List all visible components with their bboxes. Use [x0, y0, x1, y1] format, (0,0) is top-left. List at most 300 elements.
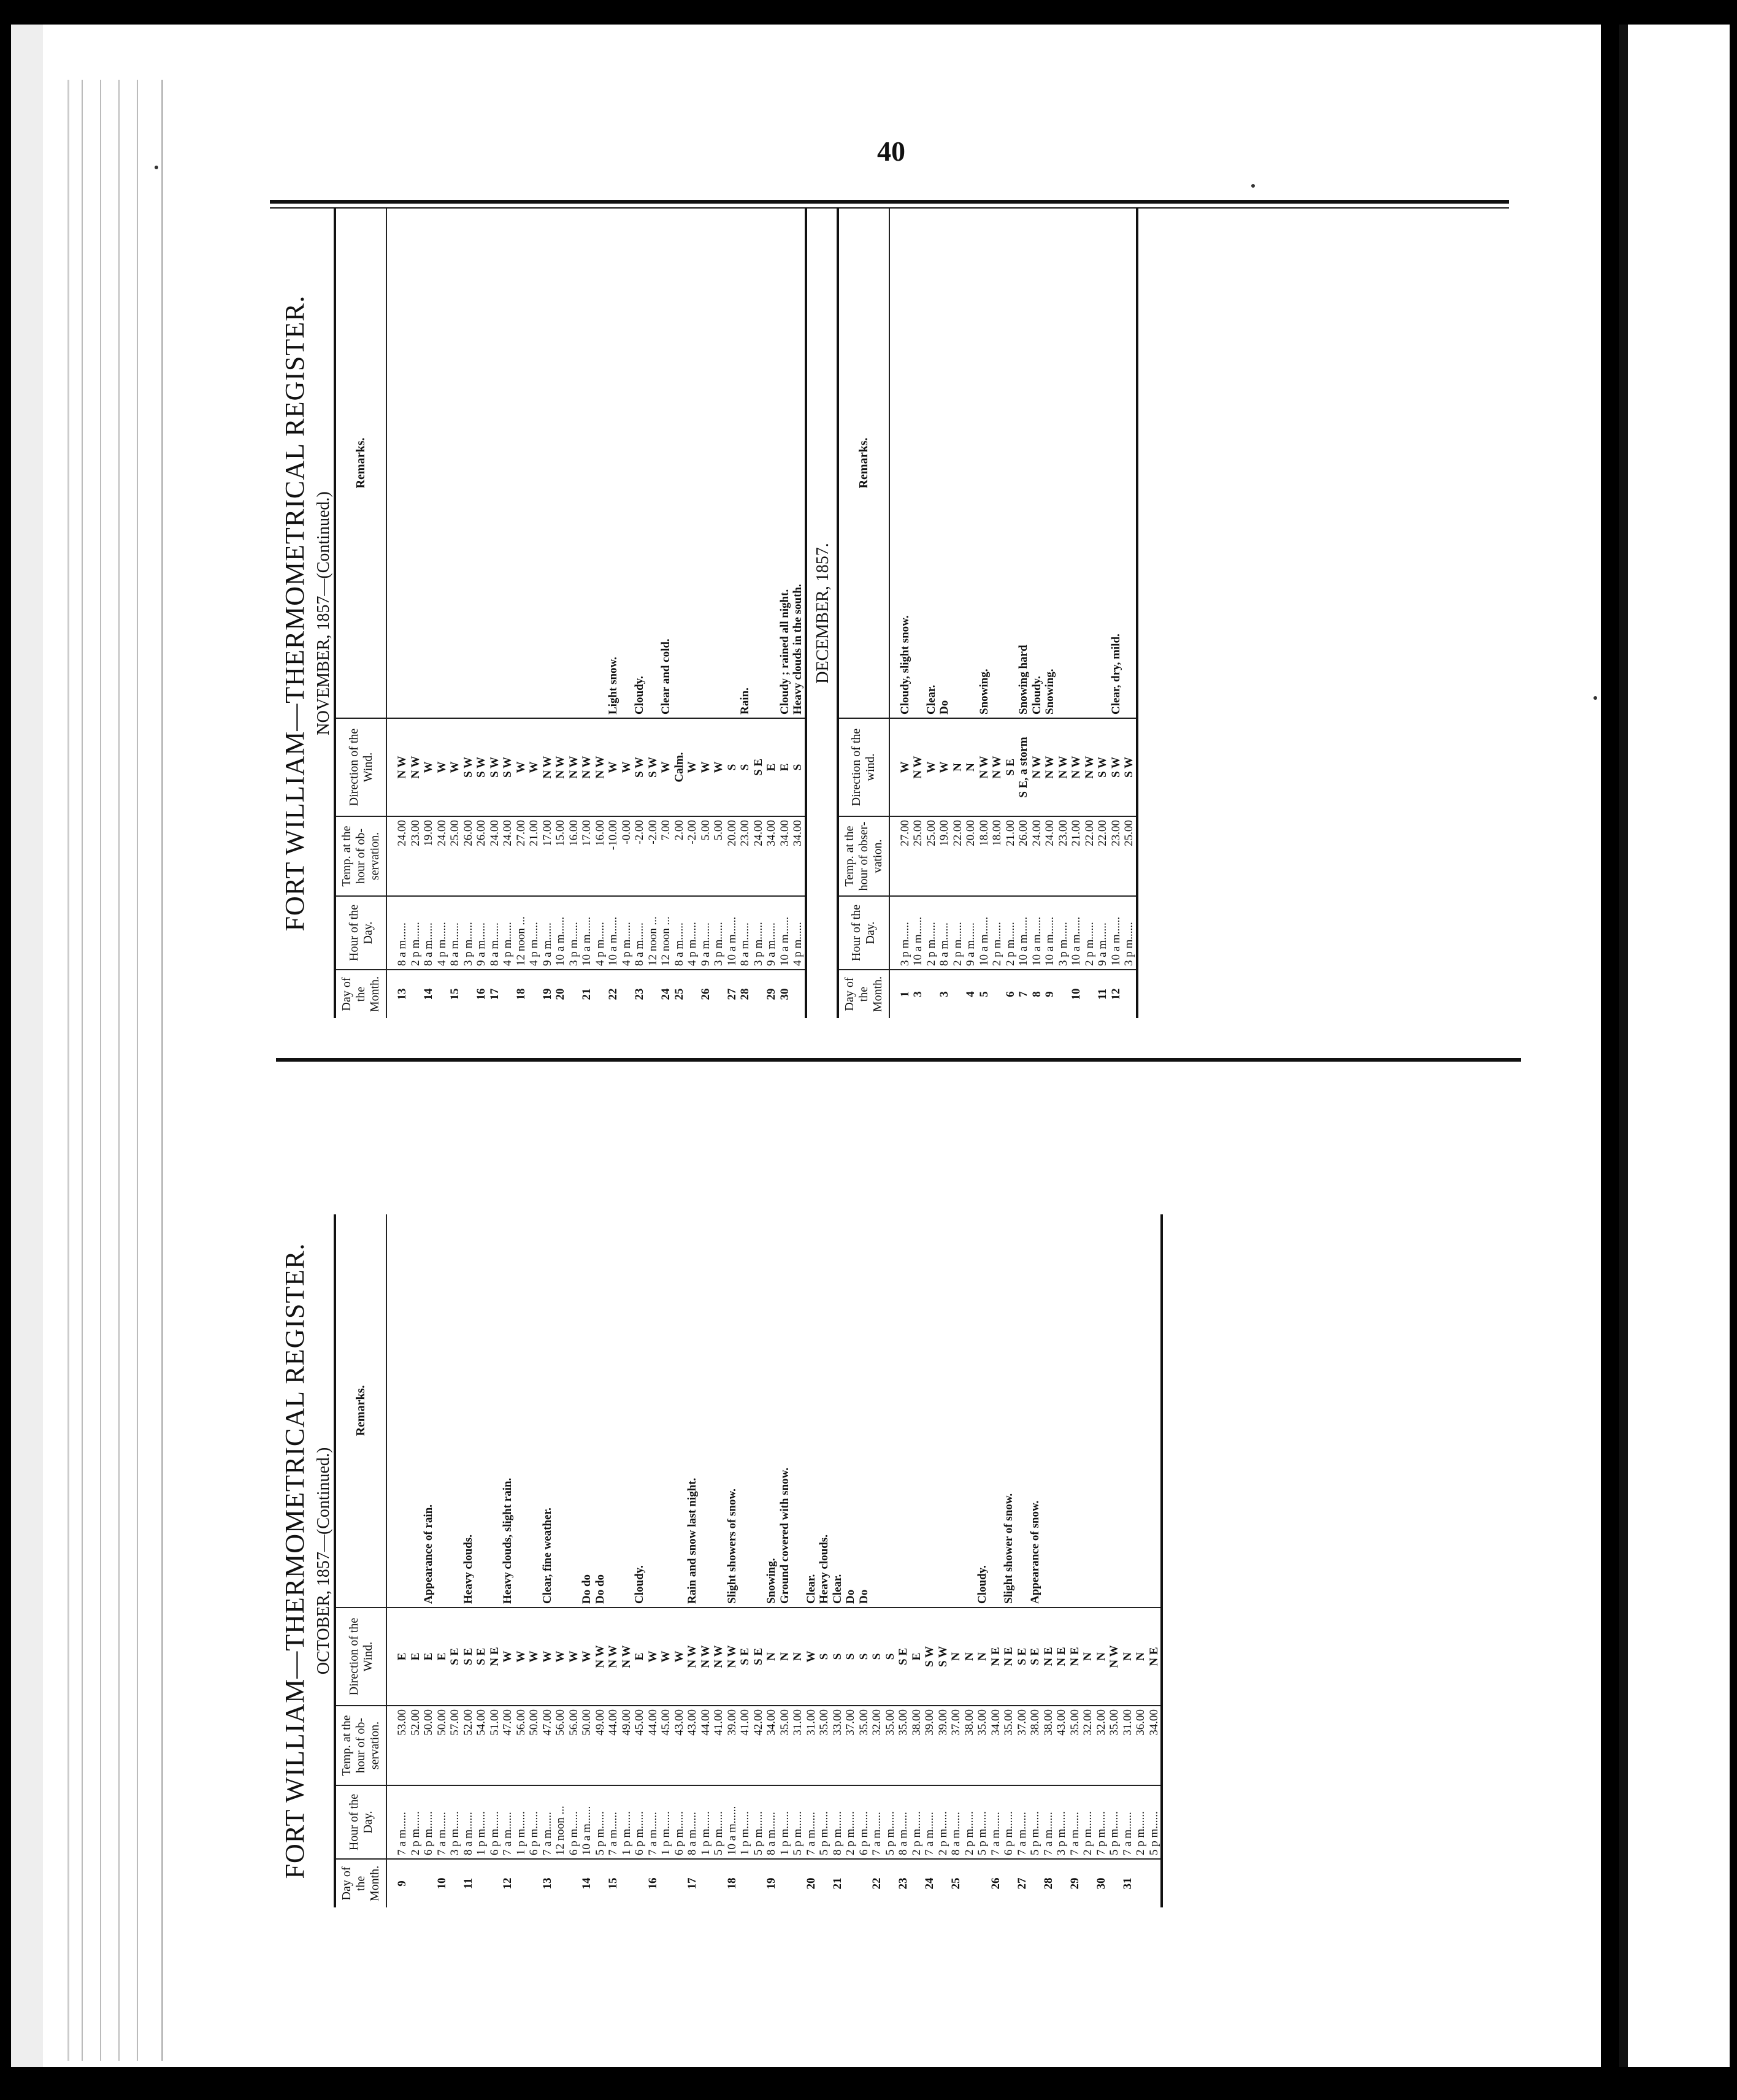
- november-cell-day: 17: [488, 988, 501, 1000]
- october-cell-dir: N E: [989, 1608, 1003, 1706]
- october-cell-day: [1002, 1859, 1016, 1907]
- november-cell-day: [791, 970, 806, 1018]
- october-cell-day: 9: [396, 1880, 408, 1887]
- october-cell-day: 30: [1094, 1877, 1108, 1890]
- october-cell-hour: 7 a m......: [501, 1785, 515, 1859]
- october-cell-day: 24: [923, 1877, 936, 1890]
- october-cell-day: 20: [804, 1877, 818, 1890]
- october-cell-dir: N: [765, 1608, 778, 1706]
- december-cell-day: 7: [1017, 991, 1030, 997]
- november-cell-temp: 17.00: [580, 816, 594, 896]
- october-cell-dir: S W: [923, 1608, 937, 1706]
- november-cell-dir: W: [686, 718, 699, 816]
- november-cell-dir: S W: [475, 718, 488, 816]
- table-row: [949, 1214, 963, 1907]
- december-header-3: Direction of the wind.: [838, 718, 889, 816]
- table-row: [527, 209, 541, 1018]
- november-cell-temp: 24.00: [435, 816, 449, 896]
- october-cell-remark: [897, 1214, 910, 1608]
- december-cell-dir: N W: [1057, 718, 1070, 816]
- october-cell-hour: 7 a m......: [870, 1785, 884, 1859]
- december-cell-temp: 22.00: [1083, 816, 1097, 896]
- october-cell-hour: 2 p m......: [910, 1785, 924, 1859]
- november-cell-temp: 24.00: [488, 816, 502, 896]
- november-cell-dir: S E: [752, 718, 765, 816]
- table-row: [964, 209, 978, 1018]
- december-cell-day: 1: [898, 991, 911, 997]
- october-cell-dir: W: [673, 1608, 686, 1706]
- november-cell-temp: 21.00: [527, 816, 541, 896]
- november-cell-hour: 9 a m......: [765, 896, 778, 970]
- october-cell-hour: 6 p m......: [488, 1785, 502, 1859]
- october-cell-temp: 35.00: [1108, 1706, 1121, 1785]
- october-header-4: Remarks.: [335, 1214, 386, 1608]
- table-row: [633, 209, 646, 1018]
- table-row: [938, 209, 951, 1018]
- october-cell-temp: 41.00: [738, 1706, 752, 1785]
- october-cell-temp: 37.00: [844, 1706, 857, 1785]
- october-header-1: Hour of the Day.: [335, 1785, 386, 1859]
- table-row: [951, 209, 965, 1018]
- november-cell-remark: [686, 209, 699, 718]
- october-cell-remark: [752, 1214, 765, 1608]
- december-cell-hour: 2 p m......: [1083, 896, 1097, 970]
- november-cell-day: 18: [514, 988, 527, 1000]
- november-cell-hour: 2 p m......: [409, 896, 423, 970]
- october-cell-dir: W: [501, 1608, 515, 1706]
- october-cell-temp: 38.00: [910, 1706, 924, 1785]
- december-cell-dir: N: [951, 718, 965, 816]
- table-row: [791, 209, 806, 1018]
- november-header-3: Direction of the Wind.: [335, 718, 386, 816]
- october-cell-day: [620, 1859, 634, 1907]
- october-cell-day: [554, 1859, 567, 1907]
- october-cell-temp: 43.00: [686, 1706, 699, 1785]
- november-cell-remark: [567, 209, 581, 718]
- november-cell-dir: W: [699, 718, 713, 816]
- october-cell-remark: [1148, 1214, 1162, 1608]
- october-cell-hour: 7 a m......: [923, 1785, 937, 1859]
- october-cell-dir: E: [435, 1608, 449, 1706]
- november-cell-temp: 16.00: [567, 816, 581, 896]
- november-cell-dir: W: [515, 718, 528, 816]
- december-cell-remark: Cloudy.: [1030, 209, 1044, 718]
- october-cell-dir: N W: [607, 1608, 620, 1706]
- november-cell-dir: W: [527, 718, 541, 816]
- october-table: [334, 1214, 1163, 1907]
- october-cell-temp: 33.00: [831, 1706, 845, 1785]
- october-cell-day: 26: [989, 1877, 1002, 1890]
- october-cell-hour: 7 a m......: [541, 1785, 554, 1859]
- table-row: [910, 1214, 924, 1907]
- november-cell-remark: [752, 209, 765, 718]
- november-cell-temp: 17.00: [541, 816, 554, 896]
- october-cell-hour: 8 p m......: [831, 1785, 845, 1859]
- november-cell-day: 29: [765, 988, 778, 1000]
- november-cell-dir: S W: [501, 718, 515, 816]
- november-cell-remark: [580, 209, 594, 718]
- october-cell-dir: N E: [1055, 1608, 1068, 1706]
- table-row: [633, 1214, 646, 1907]
- november-cell-remark: [541, 209, 554, 718]
- december-cell-day: 10: [1070, 988, 1083, 1000]
- october-cell-remark: [963, 1214, 976, 1608]
- table-row: [884, 1214, 897, 1907]
- october-cell-dir: N E: [1042, 1608, 1056, 1706]
- table-row: [462, 209, 475, 1018]
- october-cell-temp: 35.00: [1068, 1706, 1082, 1785]
- november-cell-dir: N W: [594, 718, 607, 816]
- table-row: [686, 1214, 699, 1907]
- november-cell-hour: 3 p m......: [462, 896, 475, 970]
- october-cell-hour: 2 p m......: [937, 1785, 950, 1859]
- december-cell-remark: Do: [938, 209, 951, 718]
- october-cell-remark: [554, 1214, 567, 1608]
- november-cell-day: 20: [554, 988, 567, 1000]
- table-row: [541, 209, 554, 1018]
- december-cell-temp: 23.00: [1057, 816, 1070, 896]
- december-cell-remark: [1096, 209, 1110, 718]
- november-cell-temp: 23.00: [738, 816, 752, 896]
- october-cell-remark: [527, 1214, 541, 1608]
- october-cell-temp: 43.00: [1055, 1706, 1068, 1785]
- november-cell-hour: 8 a m......: [386, 896, 409, 970]
- november-cell-temp: 23.00: [409, 816, 423, 896]
- november-cell-dir: W: [712, 718, 726, 816]
- december-cell-dir: N W: [1083, 718, 1097, 816]
- october-cell-day: [738, 1859, 752, 1907]
- october-cell-day: [422, 1859, 435, 1907]
- october-cell-temp: 31.00: [1121, 1706, 1135, 1785]
- october-cell-hour: 12 noon ...: [554, 1785, 567, 1859]
- december-cell-hour: 10 a m......: [1110, 896, 1123, 970]
- october-cell-remark: Appearance of rain.: [422, 1214, 435, 1608]
- table-row: [1055, 1214, 1068, 1907]
- table-row: [620, 209, 634, 1018]
- october-cell-dir: S: [884, 1608, 897, 1706]
- december-cell-temp: 24.00: [1043, 816, 1057, 896]
- october-cell-temp: 45.00: [633, 1706, 646, 1785]
- october-cell-hour: 8 a m......: [462, 1785, 475, 1859]
- october-cell-temp: 53.00: [386, 1706, 409, 1785]
- december-cell-day: 3: [938, 991, 951, 997]
- october-cell-hour: 6 p m......: [527, 1785, 541, 1859]
- table-row: [805, 1214, 818, 1907]
- table-row: [515, 1214, 528, 1907]
- october-cell-day: [1081, 1859, 1095, 1907]
- october-cell-day: [910, 1859, 924, 1907]
- october-cell-temp: 37.00: [1016, 1706, 1029, 1785]
- october-header-0: Day of the Month.: [335, 1859, 386, 1907]
- facing-page: [1619, 25, 1730, 2067]
- november-cell-remark: Cloudy ; rained all night.: [778, 209, 792, 718]
- november-cell-temp: 26.00: [462, 816, 475, 896]
- november-cell-day: [409, 970, 423, 1018]
- october-cell-day: 27: [1015, 1877, 1029, 1890]
- november-cell-day: 28: [738, 988, 751, 1000]
- october-cell-hour: 7 a m......: [1068, 1785, 1082, 1859]
- october-cell-temp: 32.00: [870, 1706, 884, 1785]
- october-cell-temp: 34.00: [765, 1706, 778, 1785]
- binding-gutter: [67, 80, 163, 2061]
- top-rule: [270, 200, 1509, 204]
- december-cell-remark: [951, 209, 965, 718]
- december-cell-temp: 18.00: [991, 816, 1004, 896]
- november-cell-day: [752, 970, 765, 1018]
- november-cell-dir: S W: [488, 718, 502, 816]
- table-row: [1096, 209, 1110, 1018]
- november-cell-dir: N W: [541, 718, 554, 816]
- october-cell-hour: 8 a m......: [765, 1785, 778, 1859]
- october-cell-dir: W: [554, 1608, 567, 1706]
- november-cell-dir: W: [435, 718, 449, 816]
- december-cell-day: 4: [964, 991, 977, 997]
- october-cell-dir: S E: [462, 1608, 475, 1706]
- december-subtitle: DECEMBER, 1857.: [813, 543, 832, 684]
- table-row: [580, 1214, 594, 1907]
- november-header-2: Temp. at the hour of ob-servation.: [335, 816, 386, 896]
- october-cell-remark: [712, 1214, 726, 1608]
- october-cell-dir: W: [527, 1608, 541, 1706]
- october-cell-remark: Do do: [580, 1214, 594, 1608]
- table-row: [686, 209, 699, 1018]
- october-cell-day: 22: [870, 1877, 883, 1890]
- november-cell-temp: 25.00: [448, 816, 462, 896]
- december-cell-remark: Cloudy, slight snow.: [889, 209, 912, 718]
- october-cell-dir: N E: [1068, 1608, 1082, 1706]
- october-cell-day: [963, 1859, 976, 1907]
- october-cell-remark: [910, 1214, 924, 1608]
- november-cell-dir: S W: [646, 718, 660, 816]
- october-cell-remark: [515, 1214, 528, 1608]
- december-cell-dir: W: [938, 718, 951, 816]
- october-cell-remark: Clear, fine weather.: [541, 1214, 554, 1608]
- december-cell-dir: N W: [1070, 718, 1083, 816]
- december-header-1: Hour of the Day.: [838, 896, 889, 970]
- november-cell-remark: [515, 209, 528, 718]
- december-cell-remark: Clear.: [925, 209, 938, 718]
- table-row: [991, 209, 1004, 1018]
- november-cell-dir: W: [607, 718, 620, 816]
- october-cell-day: [659, 1859, 673, 1907]
- october-cell-temp: 34.00: [1148, 1706, 1162, 1785]
- october-cell-dir: S: [818, 1608, 831, 1706]
- table-row: [659, 1214, 673, 1907]
- november-cell-day: [462, 970, 475, 1018]
- october-cell-hour: 5 p m......: [818, 1785, 831, 1859]
- december-cell-dir: N: [964, 718, 978, 816]
- october-cell-day: [633, 1859, 646, 1907]
- october-cell-temp: 42.00: [752, 1706, 765, 1785]
- october-cell-temp: 44.00: [646, 1706, 660, 1785]
- october-cell-hour: 7 a m......: [435, 1785, 449, 1859]
- november-cell-hour: 3 p m......: [752, 896, 765, 970]
- october-cell-hour: 5 p m......: [594, 1785, 607, 1859]
- december-cell-dir: S E: [1004, 718, 1018, 816]
- october-cell-remark: [937, 1214, 950, 1608]
- table-row: [1122, 209, 1137, 1018]
- table-row: [409, 1214, 423, 1907]
- october-cell-remark: [1055, 1214, 1068, 1608]
- november-cell-hour: 8 a m......: [488, 896, 502, 970]
- december-cell-day: 8: [1030, 991, 1043, 997]
- december-cell-day: [925, 970, 938, 1018]
- november-cell-hour: 10 a m......: [726, 896, 739, 970]
- october-cell-day: [791, 1859, 805, 1907]
- november-cell-hour: 8 a m......: [448, 896, 462, 970]
- november-cell-remark: [765, 209, 778, 718]
- december-cell-temp: 18.00: [978, 816, 991, 896]
- table-row: [580, 209, 594, 1018]
- november-cell-remark: [620, 209, 634, 718]
- october-cell-hour: 2 p m......: [409, 1785, 423, 1859]
- table-row: [594, 209, 607, 1018]
- november-cell-dir: S: [738, 718, 752, 816]
- october-cell-temp: 43.00: [673, 1706, 686, 1785]
- table-row: [870, 1214, 884, 1907]
- november-cell-hour: 4 p m......: [620, 896, 634, 970]
- october-cell-temp: 32.00: [1081, 1706, 1095, 1785]
- october-cell-dir: W: [541, 1608, 554, 1706]
- table-row: [778, 1214, 792, 1907]
- october-cell-temp: 57.00: [448, 1706, 462, 1785]
- november-cell-temp: 2.00: [673, 816, 686, 896]
- november-cell-remark: [699, 209, 713, 718]
- november-cell-temp: 7.00: [659, 816, 673, 896]
- october-cell-day: [594, 1859, 607, 1907]
- table-row: [791, 1214, 805, 1907]
- november-cell-dir: E: [778, 718, 792, 816]
- december-cell-hour: 8 a m......: [938, 896, 951, 970]
- table-row: [422, 209, 435, 1018]
- october-cell-hour: 6 p m......: [633, 1785, 646, 1859]
- november-cell-remark: Light snow.: [607, 209, 620, 718]
- october-cell-hour: 1 p m......: [659, 1785, 673, 1859]
- october-cell-remark: Ground covered with snow.: [778, 1214, 792, 1608]
- october-cell-temp: 50.00: [435, 1706, 449, 1785]
- december-cell-dir: S W: [1096, 718, 1110, 816]
- november-subtitle: NOVEMBER, 1857—(Continued.): [314, 491, 333, 735]
- december-table: [837, 209, 1138, 1018]
- november-cell-day: 15: [448, 988, 461, 1000]
- october-cell-day: 28: [1041, 1877, 1055, 1890]
- october-cell-hour: 5 p m......: [712, 1785, 726, 1859]
- november-cell-day: [435, 970, 449, 1018]
- october-cell-remark: Do do: [594, 1214, 607, 1608]
- october-cell-remark: Clear.: [831, 1214, 845, 1608]
- november-cell-day: [567, 970, 581, 1018]
- october-cell-hour: 7 a m......: [1016, 1785, 1029, 1859]
- october-header-3: Direction of the Wind.: [335, 1608, 386, 1706]
- october-cell-dir: E: [422, 1608, 435, 1706]
- table-row: [607, 1214, 620, 1907]
- october-cell-remark: [738, 1214, 752, 1608]
- november-cell-remark: Cloudy.: [633, 209, 646, 718]
- table-row: [1016, 1214, 1029, 1907]
- december-cell-dir: N W: [1030, 718, 1044, 816]
- november-cell-day: 21: [580, 988, 593, 1000]
- november-header-1: Hour of the Day.: [335, 896, 386, 970]
- november-cell-remark: [409, 209, 423, 718]
- november-cell-day: 19: [540, 988, 554, 1000]
- october-cell-remark: Slight showers of snow.: [726, 1214, 739, 1608]
- november-cell-hour: 10 a m......: [607, 896, 620, 970]
- december-cell-day: [1083, 970, 1097, 1018]
- october-cell-temp: 37.00: [949, 1706, 963, 1785]
- table-row: [738, 1214, 752, 1907]
- november-cell-day: 27: [725, 988, 738, 1000]
- october-cell-remark: [435, 1214, 449, 1608]
- october-cell-day: 11: [461, 1878, 475, 1889]
- table-row: [554, 1214, 567, 1907]
- table-row: [818, 1214, 831, 1907]
- table-row: [765, 1214, 778, 1907]
- november-cell-day: [712, 970, 726, 1018]
- november-cell-hour: 10 a m......: [580, 896, 594, 970]
- middle-rule: [276, 1058, 1521, 1062]
- october-cell-remark: Snowing.: [765, 1214, 778, 1608]
- october-cell-day: 25: [949, 1877, 962, 1890]
- october-cell-temp: 32.00: [1095, 1706, 1108, 1785]
- october-cell-day: [475, 1859, 488, 1907]
- table-row: [1083, 209, 1097, 1018]
- november-cell-dir: N W: [554, 718, 567, 816]
- november-cell-hour: 8 a m......: [673, 896, 686, 970]
- november-cell-temp: -2.00: [633, 816, 646, 896]
- november-cell-day: 30: [778, 988, 791, 1000]
- table-row: [541, 1214, 554, 1907]
- november-cell-day: [501, 970, 515, 1018]
- october-cell-temp: 31.00: [791, 1706, 805, 1785]
- december-cell-temp: 25.00: [911, 816, 925, 896]
- december-cell-day: 11: [1096, 989, 1109, 1000]
- november-cell-temp: 26.00: [475, 816, 488, 896]
- november-cell-remark: [673, 209, 686, 718]
- october-cell-dir: W: [646, 1608, 660, 1706]
- october-cell-remark: [646, 1214, 660, 1608]
- table-row: [699, 209, 713, 1018]
- december-cell-hour: 10 a m......: [978, 896, 991, 970]
- november-cell-dir: S: [791, 718, 806, 816]
- october-cell-dir: S E: [475, 1608, 488, 1706]
- november-table: [334, 209, 807, 1018]
- december-cell-temp: 27.00: [889, 816, 912, 896]
- october-cell-dir: S W: [937, 1608, 950, 1706]
- october-cell-day: [1029, 1859, 1042, 1907]
- table-row: [857, 1214, 871, 1907]
- october-cell-day: [1108, 1859, 1121, 1907]
- november-cell-day: [620, 970, 634, 1018]
- october-cell-remark: [567, 1214, 581, 1608]
- october-cell-temp: 51.00: [488, 1706, 502, 1785]
- october-cell-hour: 5 p m......: [752, 1785, 765, 1859]
- december-cell-temp: 21.00: [1070, 816, 1083, 896]
- october-cell-remark: Rain and snow last night.: [686, 1214, 699, 1608]
- october-cell-remark: Cloudy.: [633, 1214, 646, 1608]
- october-cell-dir: E: [409, 1608, 423, 1706]
- november-cell-hour: 4 p m......: [686, 896, 699, 970]
- table-row: [448, 209, 462, 1018]
- october-cell-hour: 7 p m......: [1095, 1785, 1108, 1859]
- october-cell-hour: 5 p m......: [1148, 1785, 1162, 1859]
- october-cell-remark: [673, 1214, 686, 1608]
- october-cell-hour: 2 p m......: [1134, 1785, 1148, 1859]
- october-cell-remark: Do: [857, 1214, 871, 1608]
- october-cell-temp: 44.00: [607, 1706, 620, 1785]
- october-cell-hour: 6 p m......: [673, 1785, 686, 1859]
- november-cell-hour: 4 p m......: [527, 896, 541, 970]
- october-cell-dir: S E: [752, 1608, 765, 1706]
